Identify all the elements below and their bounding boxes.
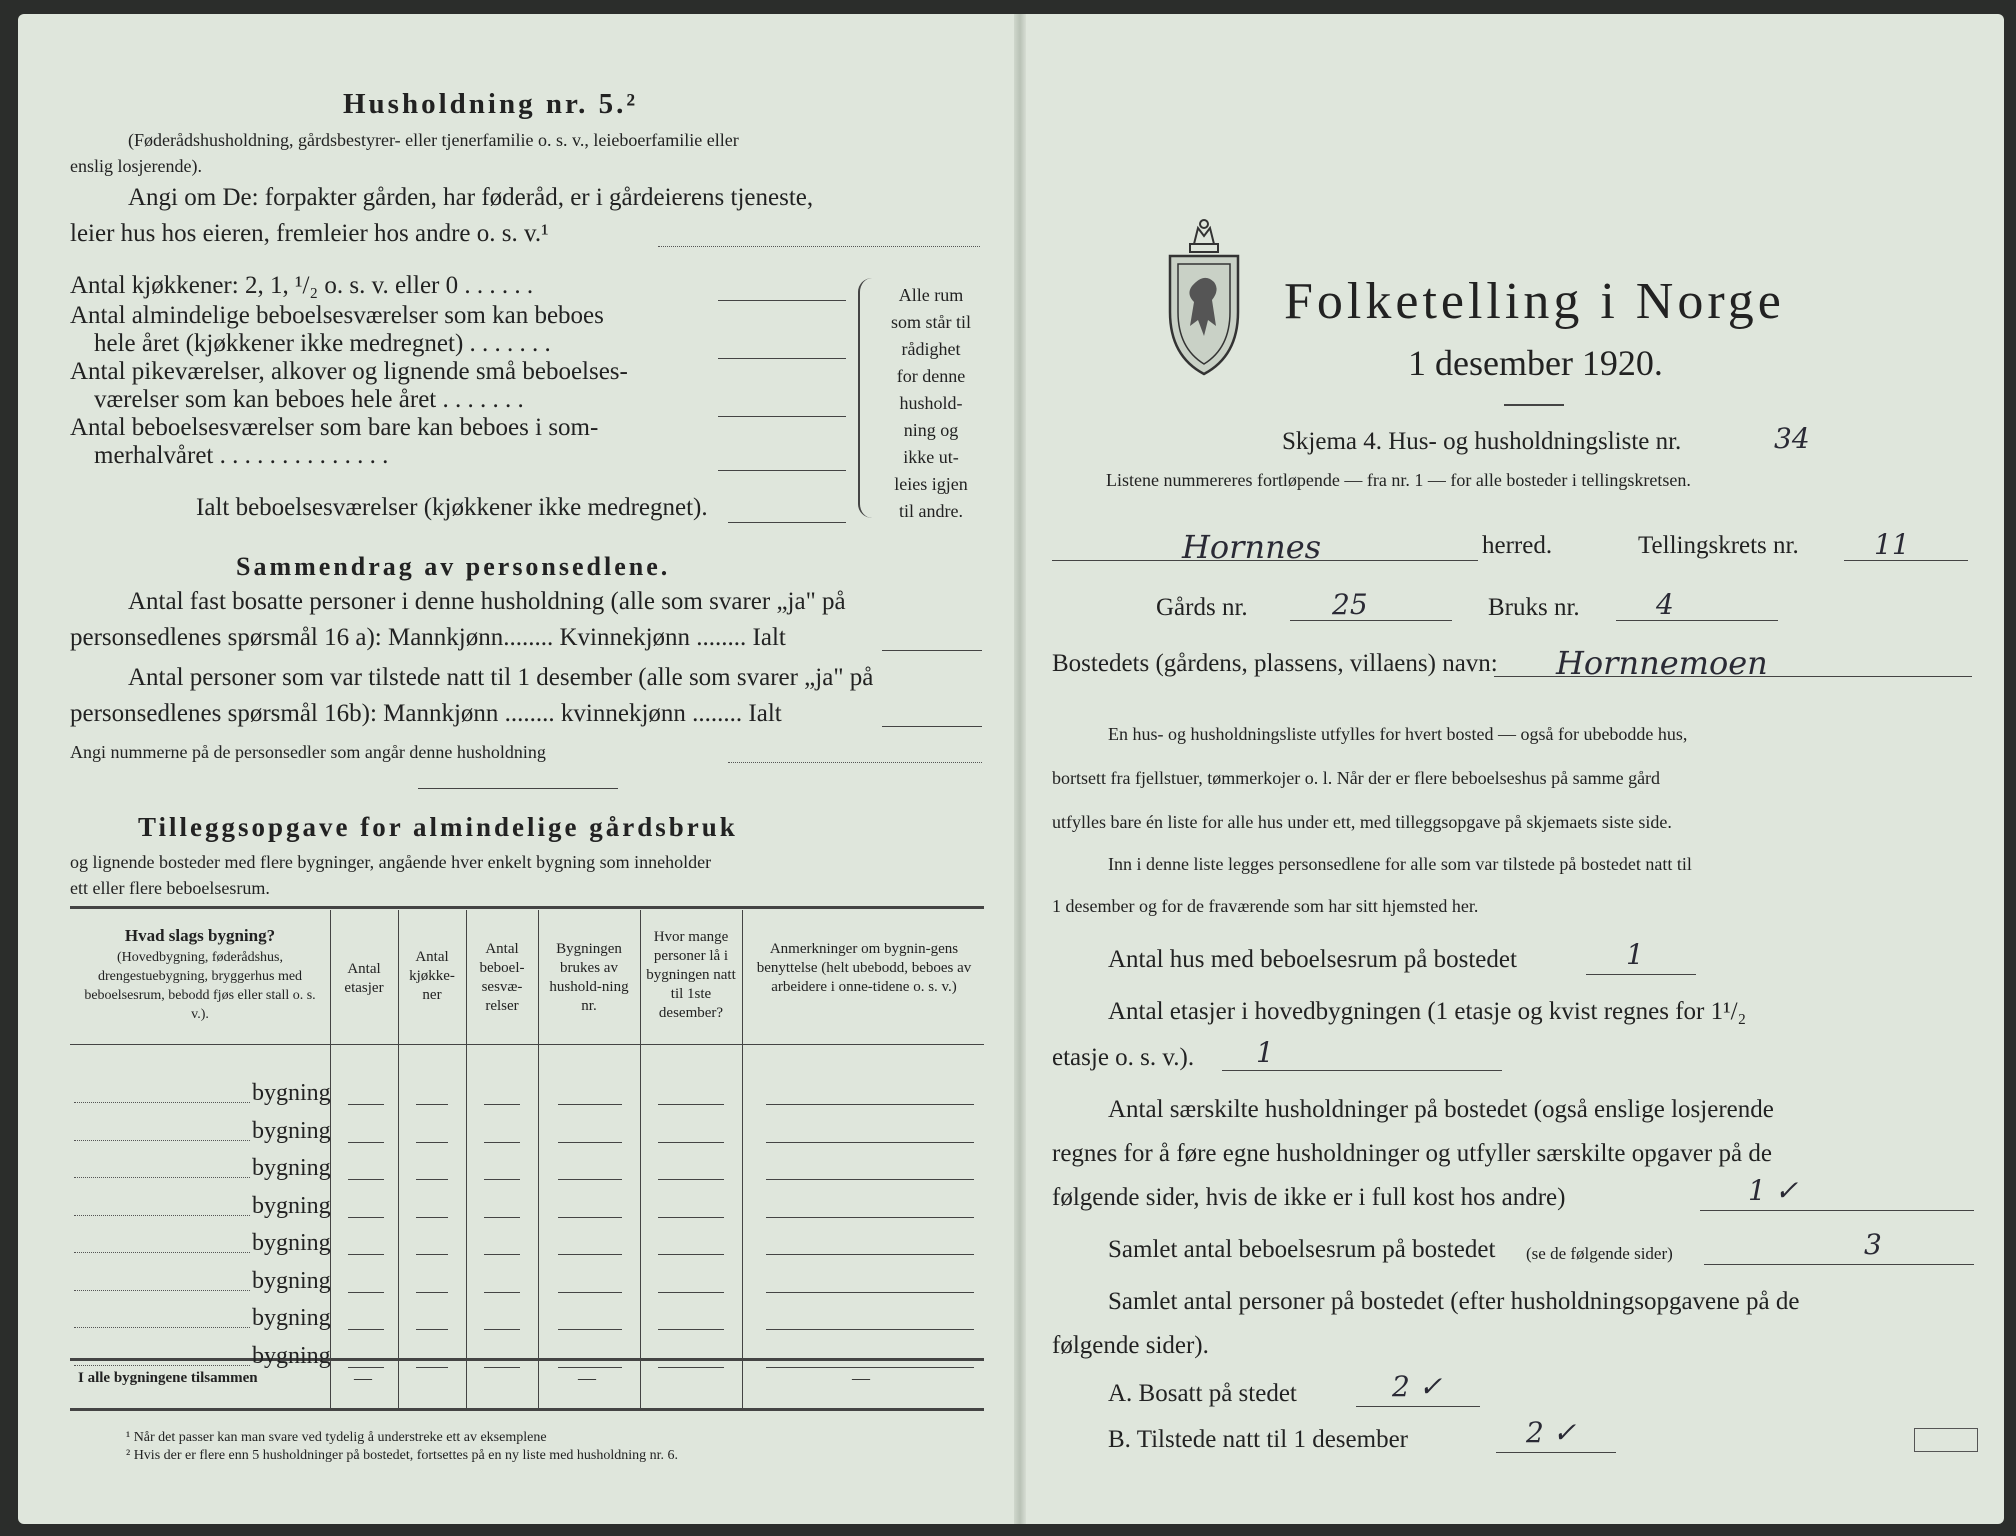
summary-line-2: personsedlenes spørsmål 16 a): Mannkjønn........ Kvinnekjønn ........ Ialt <box>70 624 786 651</box>
summer-rooms-answer-line <box>718 470 846 471</box>
row-cell-line <box>416 1254 448 1255</box>
a-rum: 3 <box>1864 1228 1882 1261</box>
row-cell-line <box>658 1217 724 1218</box>
row-cell-line <box>416 1329 448 1330</box>
row-cell-line <box>658 1292 724 1293</box>
q-pers-1: Samlet antal personer på bostedet (efter husholdningsopgavene på de <box>1108 1288 1800 1315</box>
col-header-anmerkninger: Anmerkninger om bygnin-gens benyttelse (helt ubebodd, beboes av arbeidere i onne-tidene o. s. v.) <box>756 941 972 995</box>
angi-line-2: leier hus hos eieren, fremleier hos andre o. s. v.¹ <box>70 220 549 247</box>
bosted-value: Hornnemoen <box>1556 644 1768 682</box>
q-etasjer-1: Antal etasjer i hovedbygningen (1 etasje og kvist regnes for 1¹/₂ <box>1108 998 1747 1025</box>
row-cell-line <box>348 1217 384 1218</box>
row-cell-line <box>416 1104 448 1105</box>
row-cell-line <box>416 1367 448 1368</box>
intro-line-2: enslig losjerende). <box>70 156 202 176</box>
krets-line <box>1844 560 1968 561</box>
divider <box>418 788 618 789</box>
summary-heading: Sammendrag av personsedlene. <box>236 552 671 581</box>
rooms-line-1: Antal kjøkkener: 2, 1, ¹/₂ o. s. v. eller 0 . . . . . . <box>70 272 534 299</box>
kitchens-answer-line <box>718 300 846 301</box>
row-cell-line <box>484 1292 520 1293</box>
a-etasjer: 1 <box>1256 1036 1274 1069</box>
q-etasjer-2: etasje o. s. v.). <box>1052 1044 1195 1071</box>
row-cell-line <box>658 1329 724 1330</box>
q-hush-1: Antal særskilte husholdninger på bostedet (også enslige losjerende <box>1108 1096 1774 1123</box>
row-type-line <box>74 1252 250 1253</box>
row-type-line <box>74 1215 250 1216</box>
row-cell-line <box>766 1179 974 1180</box>
row-type-line <box>74 1365 250 1366</box>
row-cell-line <box>348 1142 384 1143</box>
instruction-3: utfylles bare én liste for alle hus under ett, med tilleggsopgave på skjemaets siste side. <box>1052 812 1672 832</box>
q-tilstede: B. Tilstede natt til 1 desember <box>1108 1426 1408 1453</box>
row-cell-line <box>348 1254 384 1255</box>
col-divider-4 <box>538 910 539 1408</box>
bruks-line <box>1616 620 1778 621</box>
col-header-etasjer: Antal etasjer <box>344 961 384 996</box>
row-type-line <box>74 1177 250 1178</box>
bosted-line <box>1494 676 1972 677</box>
angi-line-1: Angi om De: forpakter gården, har føderåd, er i gårdeierens tjeneste, <box>128 184 814 211</box>
herred-line <box>1052 560 1478 561</box>
hus-line <box>1586 974 1696 975</box>
col-divider-3 <box>466 910 467 1408</box>
bruks-value: 4 <box>1656 588 1674 621</box>
herred-value: Hornnes <box>1182 528 1322 566</box>
bosted-label: Bostedets (gårdens, plassens, villaens) navn: <box>1052 650 1498 677</box>
angi-answer-line <box>658 246 980 247</box>
tilstede-line <box>1496 1452 1616 1453</box>
skjema-label: Skjema 4. Hus- og husholdningsliste nr. <box>1282 428 1682 455</box>
col-divider-5 <box>640 910 641 1408</box>
row-type-line <box>74 1140 250 1141</box>
table-bottom-rule <box>70 1408 984 1411</box>
row-label: bygning <box>252 1305 331 1331</box>
row-cell-line <box>416 1179 448 1180</box>
side-note: Alle rum som står til rådighet for denne hushold- ning og ikke ut- leies igjen til andre. <box>891 285 971 521</box>
a-hus: 1 <box>1626 938 1644 971</box>
row-cell-line <box>416 1217 448 1218</box>
row-type-line <box>74 1290 250 1291</box>
row-cell-line <box>348 1329 384 1330</box>
row-cell-line <box>558 1217 622 1218</box>
col-header-husholdning: Bygningen brukes av hushold-ning nr. <box>549 941 629 1014</box>
summary-line-1: Antal fast bosatte personer i denne husholdning (alle som svarer „ja" på <box>128 588 846 615</box>
a-hush: 1 ✓ <box>1748 1174 1799 1207</box>
row-cell-line <box>558 1329 622 1330</box>
rooms-line-2: Antal almindelige beboelsesværelser som kan beboes <box>70 302 604 329</box>
coat-of-arms-icon <box>1164 216 1244 378</box>
total-top-rule <box>70 1358 984 1361</box>
col-header-type: Hvad slags bygning? <box>124 926 276 945</box>
row-cell-line <box>558 1292 622 1293</box>
rooms-answer-line <box>718 358 846 359</box>
row-cell-line <box>484 1329 520 1330</box>
footnote-1: ¹ Når det passer kan man svare ved tydelig å understreke ett av eksemplene <box>126 1430 547 1445</box>
rum-line <box>1704 1264 1974 1265</box>
krets-value: 11 <box>1874 528 1910 561</box>
summary-line-5: Angi nummerne på de personsedler som angår denne husholdning <box>70 742 546 762</box>
row-cell-line <box>766 1142 974 1143</box>
nummer-answer-line <box>728 762 982 763</box>
row-cell-line <box>558 1254 622 1255</box>
col-divider-2 <box>398 910 399 1408</box>
tillegg-intro-2: ett eller flere beboelsesrum. <box>70 878 270 898</box>
total-husholdning-dash: — <box>578 1368 596 1388</box>
rooms-line-3: hele året (kjøkkener ikke medregnet) . . . . . . . <box>94 330 551 357</box>
intro-line-1: (Føderådshusholdning, gårdsbestyrer- eller tjenerfamilie o. s. v., leieboerfamilie eller <box>128 130 739 150</box>
row-cell-line <box>348 1179 384 1180</box>
tillegg-heading: Tilleggsopgave for almindelige gårdsbruk <box>138 812 738 842</box>
q-rum: Samlet antal beboelsesrum på bostedet <box>1108 1236 1496 1263</box>
header-rule <box>70 1044 984 1045</box>
rooms-line-6: Antal beboelsesværelser som bare kan beboes i som- <box>70 414 599 441</box>
bruks-label: Bruks nr. <box>1488 594 1580 621</box>
q-hus: Antal hus med beboelsesrum på bostedet <box>1108 946 1517 973</box>
q-pers-2: følgende sider). <box>1052 1332 1209 1359</box>
row-label: bygning <box>252 1155 331 1181</box>
rooms-line-5: værelser som kan beboes hele året . . . . . . . <box>94 386 524 413</box>
row-cell-line <box>766 1217 974 1218</box>
row-label: bygning <box>252 1080 331 1106</box>
skjema-nr-value: 34 <box>1774 422 1810 455</box>
bosatt-line <box>1356 1406 1480 1407</box>
gards-value: 25 <box>1332 588 1368 621</box>
row-cell-line <box>484 1142 520 1143</box>
row-cell-line <box>558 1179 622 1180</box>
census-title: Folketelling i Norge <box>1284 273 1785 330</box>
row-label: bygning <box>252 1267 331 1294</box>
col-header-personer: Hvor mange personer lå i bygningen natt til 1ste desember? <box>646 929 736 1021</box>
brace <box>858 278 872 518</box>
row-cell-line <box>658 1104 724 1105</box>
q-hush-3: følgende sider, hvis de ikke er i full kost hos andre) <box>1052 1184 1566 1211</box>
row-label: bygning <box>252 1117 331 1144</box>
gards-label: Gårds nr. <box>1156 594 1248 621</box>
row-type-line <box>74 1102 250 1103</box>
total-etasjer-dash: — <box>354 1368 372 1388</box>
right-page <box>1026 14 2004 1524</box>
row-cell-line <box>484 1254 520 1255</box>
row-label: bygning <box>252 1192 331 1219</box>
title-divider <box>1504 404 1564 406</box>
total-label: I alle bygningene tilsammen <box>78 1370 258 1386</box>
ialt-rooms-answer-line <box>728 522 846 523</box>
a-tilstede: 2 ✓ <box>1526 1416 1577 1449</box>
row-cell-line <box>658 1254 724 1255</box>
row-cell-line <box>348 1104 384 1105</box>
q-rum-small: (se de følgende sider) <box>1526 1244 1673 1263</box>
summary-ialt-line-2 <box>882 726 982 727</box>
household-heading: Husholdning nr. 5.² <box>343 88 639 120</box>
row-cell-line <box>558 1142 622 1143</box>
row-cell-line <box>484 1179 520 1180</box>
footnote-2: ² Hvis der er flere enn 5 husholdninger på bostedet, fortsettes på en ny liste med husholdning nr. 6. <box>126 1448 679 1463</box>
q-bosatt: A. Bosatt på stedet <box>1108 1380 1297 1407</box>
col-header-kjokkener: Antal kjøkke-ner <box>409 949 455 1003</box>
row-cell-line <box>416 1292 448 1293</box>
row-cell-line <box>484 1367 520 1368</box>
q-hush-2: regnes for å føre egne husholdninger og utfyller særskilte opgaver på de <box>1052 1140 1772 1167</box>
instruction-1: En hus- og husholdningsliste utfylles for hvert bosted — også for ubebodde hus, <box>1108 724 1688 744</box>
row-cell-line <box>484 1217 520 1218</box>
row-cell-line <box>484 1104 520 1105</box>
row-cell-line <box>766 1104 974 1105</box>
census-date: 1 desember 1920. <box>1408 343 1663 383</box>
summary-line-4: personsedlenes spørsmål 16b): Mannkjønn ........ kvinnekjønn ........ Ialt <box>70 700 782 727</box>
row-label: bygning <box>252 1230 331 1256</box>
row-cell-line <box>766 1254 974 1255</box>
left-page <box>18 14 1014 1524</box>
printer-stamp <box>1914 1428 1978 1452</box>
row-cell-line <box>416 1142 448 1143</box>
table-top-rule <box>70 906 984 909</box>
krets-label: Tellingskrets nr. <box>1638 532 1799 559</box>
rooms-line-4: Antal pikeværelser, alkover og lignende små beboelses- <box>70 358 628 385</box>
row-label: bygning <box>252 1342 331 1369</box>
row-cell-line <box>558 1104 622 1105</box>
small-rooms-answer-line <box>718 416 846 417</box>
row-type-line <box>74 1327 250 1328</box>
col-header-beboelses: Antal beboel-sesvæ-relser <box>479 941 525 1014</box>
instruction-5: 1 desember og for de fraværende som har sitt hjemsted her. <box>1052 896 1479 916</box>
row-cell-line <box>658 1179 724 1180</box>
row-cell-line <box>766 1292 974 1293</box>
rooms-line-7: merhalvåret . . . . . . . . . . . . . . <box>94 442 389 469</box>
summary-ialt-line-1 <box>882 650 982 651</box>
page-fold <box>1014 14 1026 1524</box>
col-header-type-note: (Hovedbygning, føderådshus, drengestuebygning, bryggerhus med beboelsesrum, bebodd fjøs eller stall o. s. v.). <box>84 950 316 1022</box>
tillegg-intro-1: og lignende bosteder med flere bygninger, angående hver enkelt bygning som inneholder <box>70 852 712 872</box>
row-cell-line <box>348 1292 384 1293</box>
row-cell-line <box>766 1329 974 1330</box>
ialt-rooms-label: Ialt beboelsesværelser (kjøkkener ikke medregnet). <box>196 494 708 521</box>
summary-line-3: Antal personer som var tilstede natt til 1 desember (alle som svarer „ja" på <box>128 664 874 691</box>
total-anmerkninger-dash: — <box>852 1368 870 1388</box>
col-divider-6 <box>742 910 743 1408</box>
listene-note: Listene nummereres fortløpende — fra nr. 1 — for alle bosteder i tellingskretsen. <box>1106 470 1691 490</box>
row-cell-line <box>658 1367 724 1368</box>
herred-label: herred. <box>1482 532 1553 559</box>
instruction-4: Inn i denne liste legges personsedlene for alle som var tilstede på bostedet natt til <box>1108 854 1692 874</box>
row-cell-line <box>658 1142 724 1143</box>
hush-line <box>1700 1210 1974 1211</box>
row-cell-line <box>766 1367 974 1368</box>
instruction-2: bortsett fra fjellstuer, tømmerkojer o. l. Når der er flere beboelseshus på samme gård <box>1052 768 1661 788</box>
a-bosatt: 2 ✓ <box>1392 1370 1443 1403</box>
gards-line <box>1290 620 1452 621</box>
etasjer-line <box>1222 1070 1502 1071</box>
